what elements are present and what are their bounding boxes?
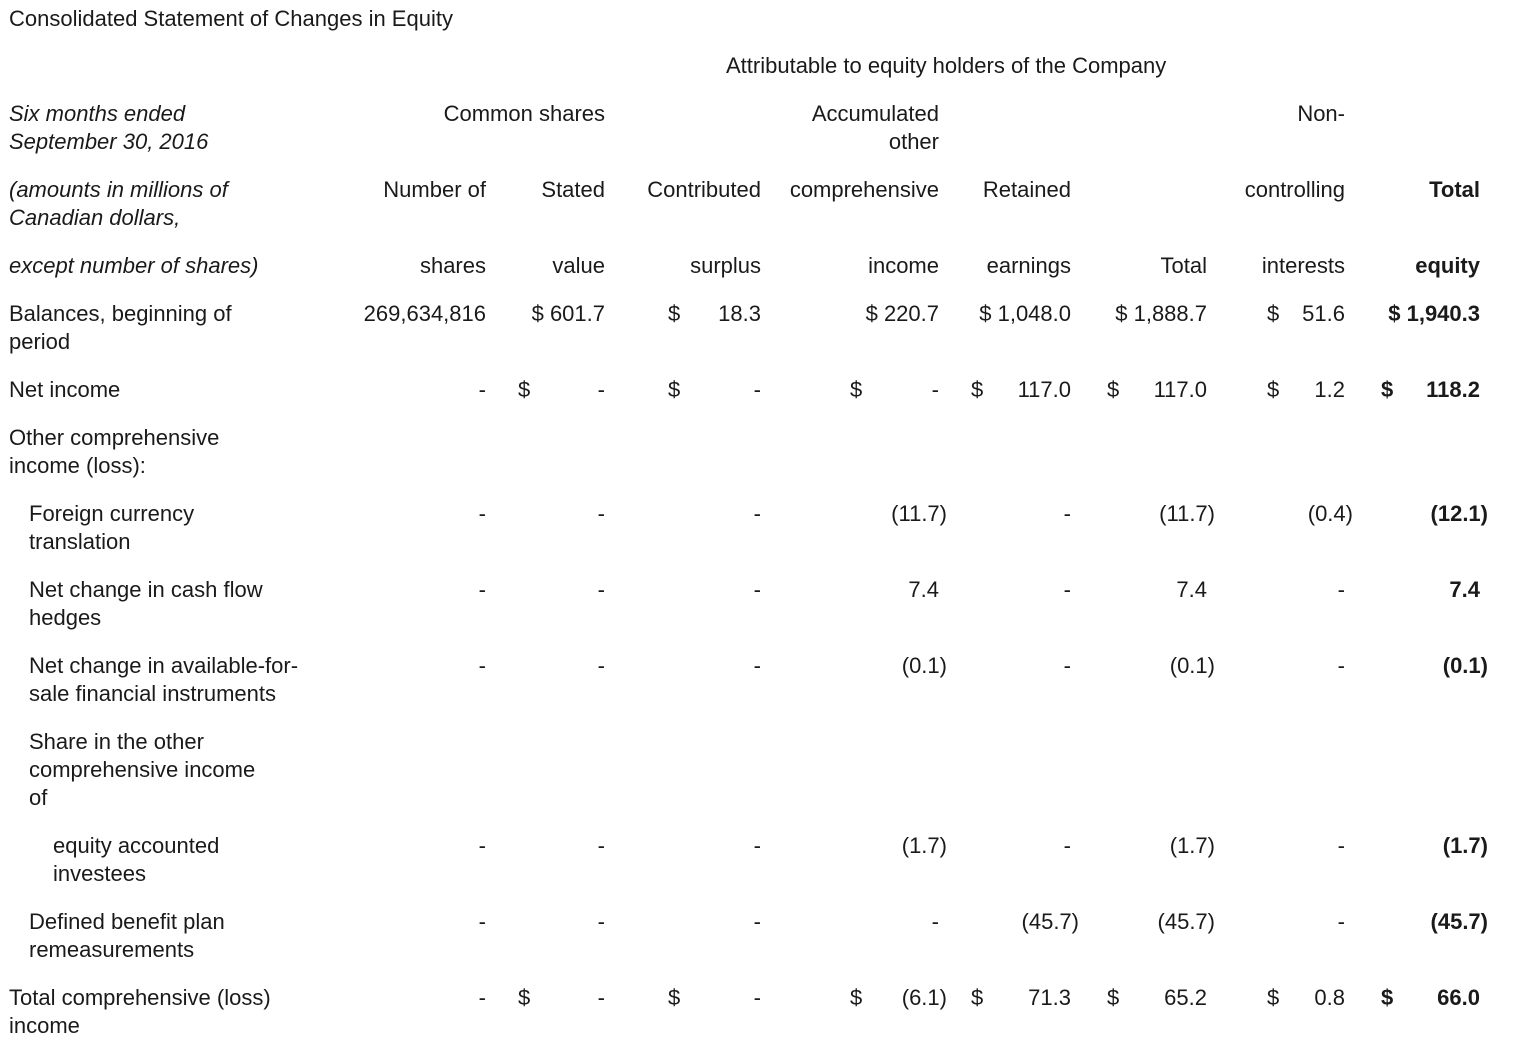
cell-nci-sym: $	[1267, 301, 1280, 326]
row-label: Balances, beginning of	[9, 301, 232, 326]
header-total: Total	[1160, 253, 1207, 278]
cell-total: 7.4	[1176, 577, 1207, 602]
header-aoci-2: other	[888, 129, 939, 154]
cell-retained: -	[1063, 577, 1071, 602]
cell-equity: (45.7)	[1430, 909, 1488, 934]
cell-aoci: (11.7)	[891, 501, 947, 526]
cell-stated: -	[597, 501, 605, 526]
row-label: remeasurements	[29, 937, 195, 962]
header-aoci-4: income	[868, 253, 939, 278]
cell-stated: -	[597, 377, 605, 402]
header-stated-1: Stated	[541, 177, 605, 202]
cell-equity: 7.4	[1449, 577, 1480, 602]
cell-equity-sym: $	[1381, 377, 1394, 402]
cell-stated: $ 601.7	[531, 301, 605, 326]
cell-shares: -	[478, 377, 486, 402]
cell-retained: 117.0	[1017, 377, 1071, 402]
header-shares-2: shares	[419, 253, 486, 278]
stub-line-2: September 30, 2016	[9, 129, 209, 154]
row-label: income (loss):	[9, 453, 146, 478]
cell-aoci: -	[931, 909, 939, 934]
cell-contributed: -	[753, 501, 761, 526]
cell-aoci: 7.4	[908, 577, 939, 602]
cell-equity: (12.1)	[1430, 501, 1488, 526]
header-nci-3: interests	[1261, 253, 1345, 278]
stub-line-3: (amounts in millions of	[9, 177, 228, 202]
row-label: Net income	[9, 377, 121, 402]
stub-line-5: except number of shares)	[9, 253, 259, 278]
cell-shares: -	[478, 985, 486, 1010]
page-title: Consolidated Statement of Changes in Equity	[9, 6, 453, 31]
header-shares-1: Number of	[383, 177, 486, 202]
row-label: Net change in cash flow	[29, 577, 263, 602]
header-contributed-1: Contributed	[647, 177, 761, 202]
cell-aoci-sym: $	[850, 377, 863, 402]
cell-shares: -	[478, 501, 486, 526]
row-label: Share in the other	[29, 729, 204, 754]
cell-aoci: (1.7)	[901, 833, 947, 858]
cell-total: 65.2	[1164, 985, 1207, 1010]
cell-shares: -	[478, 833, 486, 858]
group-header: Attributable to equity holders of the Company	[726, 53, 1167, 78]
cell-shares: -	[478, 909, 486, 934]
cell-contributed: -	[753, 577, 761, 602]
cell-retained: 71.3	[1028, 985, 1071, 1010]
cell-contributed-sym: $	[668, 301, 681, 326]
cell-equity: 66.0	[1437, 985, 1480, 1010]
cell-total: (11.7)	[1159, 501, 1215, 526]
cell-contributed: -	[753, 653, 761, 678]
header-contributed-2: surplus	[690, 253, 761, 278]
row-label: translation	[29, 529, 131, 554]
cell-total: (45.7)	[1157, 909, 1215, 934]
cell-contributed: -	[753, 377, 761, 402]
cell-contributed: 18.3	[718, 301, 761, 326]
cell-total: (1.7)	[1169, 833, 1215, 858]
cell-shares: -	[478, 653, 486, 678]
row-label: hedges	[29, 605, 102, 630]
cell-total: (0.1)	[1169, 653, 1215, 678]
header-retained-1: Retained	[982, 177, 1071, 202]
cell-nci-sym: $	[1267, 985, 1280, 1010]
cell-retained: -	[1063, 501, 1071, 526]
cell-equity: $ 1,940.3	[1388, 301, 1480, 326]
cell-nci: (0.4)	[1307, 501, 1353, 526]
cell-equity-sym: $	[1381, 985, 1394, 1010]
cell-equity: (1.7)	[1442, 833, 1488, 858]
cell-nci: -	[1337, 833, 1345, 858]
cell-equity: (0.1)	[1442, 653, 1488, 678]
row-label: Net change in available-for-	[29, 653, 299, 678]
cell-stated: -	[597, 833, 605, 858]
row-label: sale financial instruments	[29, 681, 277, 706]
header-total-equity-1: Total	[1429, 177, 1480, 202]
cell-contributed-sym: $	[668, 985, 681, 1010]
header-nci-2: controlling	[1244, 177, 1345, 202]
stub-line-4: Canadian dollars,	[9, 205, 181, 230]
cell-shares: 269,634,816	[363, 301, 486, 326]
cell-total: 117.0	[1153, 377, 1207, 402]
cell-retained: $ 1,048.0	[979, 301, 1071, 326]
cell-aoci: -	[931, 377, 939, 402]
row-label: equity accounted	[53, 833, 220, 858]
row-label: Foreign currency	[29, 501, 195, 526]
header-stated-2: value	[552, 253, 605, 278]
header-common-shares: Common shares	[443, 101, 605, 126]
cell-nci: 1.2	[1314, 377, 1345, 402]
row-label: Other comprehensive	[9, 425, 220, 450]
cell-aoci: (0.1)	[901, 653, 947, 678]
cell-total-sym: $	[1107, 985, 1120, 1010]
row-label: Defined benefit plan	[29, 909, 225, 934]
cell-nci: -	[1337, 909, 1345, 934]
cell-aoci: $ 220.7	[865, 301, 939, 326]
header-aoci-3: comprehensive	[789, 177, 939, 202]
stub-line-1: Six months ended	[9, 101, 186, 126]
cell-nci-sym: $	[1267, 377, 1280, 402]
row-label: period	[9, 329, 71, 354]
cell-total: $ 1,888.7	[1115, 301, 1207, 326]
cell-retained-sym: $	[971, 377, 984, 402]
cell-nci: -	[1337, 577, 1345, 602]
cell-retained: (45.7)	[1021, 909, 1079, 934]
cell-stated-sym: $	[518, 985, 531, 1010]
header-retained-2: earnings	[986, 253, 1071, 278]
cell-contributed-sym: $	[668, 377, 681, 402]
cell-aoci: (6.1)	[901, 985, 947, 1010]
cell-aoci-sym: $	[850, 985, 863, 1010]
cell-contributed: -	[753, 985, 761, 1010]
header-aoci-1: Accumulated	[811, 101, 939, 126]
cell-stated-sym: $	[518, 377, 531, 402]
row-label: investees	[53, 861, 146, 886]
header-total-equity-2: equity	[1415, 253, 1480, 278]
cell-contributed: -	[753, 909, 761, 934]
cell-stated: -	[597, 985, 605, 1010]
cell-nci: 0.8	[1314, 985, 1345, 1010]
cell-total-sym: $	[1107, 377, 1120, 402]
row-label: income	[9, 1013, 80, 1038]
row-label: of	[29, 785, 48, 810]
row-label: comprehensive income	[29, 757, 256, 782]
cell-nci: -	[1337, 653, 1345, 678]
cell-equity: 118.2	[1426, 377, 1480, 402]
cell-nci: 51.6	[1302, 301, 1345, 326]
cell-contributed: -	[753, 833, 761, 858]
cell-stated: -	[597, 909, 605, 934]
cell-shares: -	[478, 577, 486, 602]
cell-stated: -	[597, 653, 605, 678]
header-nci-1: Non-	[1297, 101, 1345, 126]
cell-retained: -	[1063, 833, 1071, 858]
cell-stated: -	[597, 577, 605, 602]
row-label: Total comprehensive (loss)	[9, 985, 271, 1010]
cell-retained-sym: $	[971, 985, 984, 1010]
cell-retained: -	[1063, 653, 1071, 678]
